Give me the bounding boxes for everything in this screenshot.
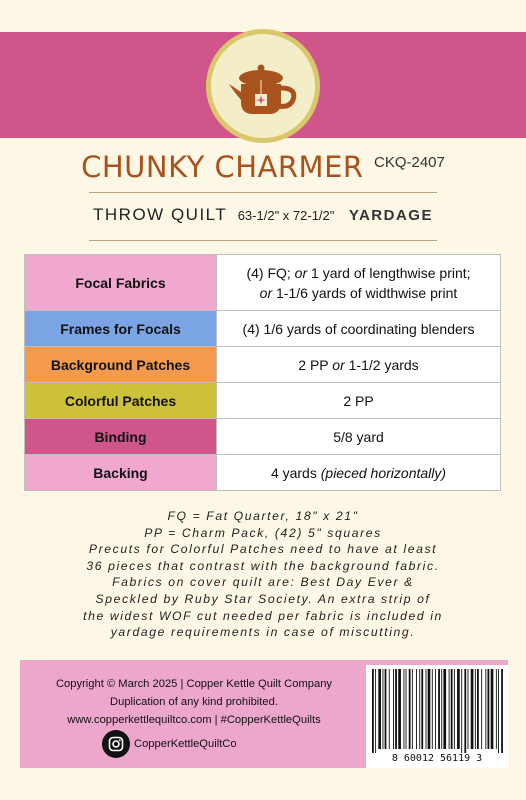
- yardage-value-part: 2 PP: [298, 356, 333, 373]
- yardage-value-part: 5/8 yard: [333, 428, 384, 445]
- barcode-bar: [372, 669, 374, 753]
- copyright-line: Copyright © March 2025 | Copper Kettle Quilt Company: [55, 678, 333, 690]
- barcode-bar: [385, 669, 387, 749]
- barcode-bar: [498, 669, 499, 753]
- barcode-bar: [441, 669, 442, 749]
- note-line: FQ = Fat Quarter, 18" x 21": [167, 509, 359, 523]
- yardage-value: [217, 255, 501, 311]
- social-handle: CopperKettleQuiltCo: [134, 738, 237, 750]
- yardage-label: Focal Fabrics: [25, 255, 217, 311]
- note-line: the widest WOF cut needed per fabric is included in: [83, 608, 443, 623]
- barcode-bar: [454, 669, 455, 749]
- barcode-bar: [485, 669, 486, 749]
- note-line: yardage requirements in case of miscutting.: [110, 625, 416, 640]
- barcode-bar: [419, 669, 420, 749]
- barcode-bar: [491, 669, 494, 749]
- section-heading: YARDAGE: [348, 207, 433, 224]
- barcode-bar: [468, 669, 469, 749]
- yardage-value: [217, 311, 501, 347]
- pattern-title: CHUNKY CHARMER: [81, 150, 364, 184]
- footer: [20, 660, 508, 768]
- barcode-bar: [383, 669, 384, 749]
- yardage-row: [25, 455, 501, 491]
- teapot-icon: [217, 40, 309, 132]
- yardage-label: Binding: [25, 419, 217, 455]
- yardage-value: [217, 455, 501, 491]
- title-block: [0, 150, 526, 184]
- barcode-bar: [398, 669, 401, 749]
- yardage-value-part: or: [294, 264, 308, 281]
- barcode-bar: [395, 669, 397, 749]
- yardage-value-part: 1 yard of lengthwise print;: [307, 264, 471, 281]
- barcode-bar: [378, 669, 381, 749]
- duplication-notice: Duplication of any kind prohibited.: [110, 696, 278, 709]
- yardage-value-part: 1-1/6 yards of widthwise print: [272, 284, 458, 301]
- yardage-value-part: or: [332, 356, 345, 373]
- barcode-bar: [426, 669, 427, 749]
- copyright-block: [34, 675, 354, 730]
- barcode-bar: [412, 669, 413, 749]
- barcode-bar: [475, 669, 476, 749]
- barcode-bar: [443, 669, 446, 749]
- yardage-row: [25, 347, 501, 383]
- note-line: 36 pieces that contrast with the background fabric.: [86, 558, 440, 573]
- yardage-value: [217, 347, 501, 383]
- barcode-bar: [477, 669, 479, 749]
- divider-top: [89, 192, 437, 193]
- yardage-value-part: (pieced horizontally): [320, 464, 447, 481]
- barcode-bar: [375, 669, 376, 753]
- website-line: www.copperkettlequiltco.com | #CopperKettleQuilts: [67, 714, 321, 727]
- barcode-bar: [451, 669, 453, 749]
- yardage-table: [24, 254, 501, 491]
- yardage-label: Background Patches: [25, 347, 217, 383]
- social-link: [102, 730, 237, 758]
- barcode-bar: [471, 669, 474, 749]
- barcode-bar: [389, 669, 390, 749]
- instagram-icon: [102, 730, 130, 758]
- barcode-bar: [461, 669, 462, 753]
- barcode-bar: [496, 669, 497, 749]
- barcode-bar: [457, 669, 460, 749]
- note-line: Fabrics on cover quilt are: Best Day Ever &: [112, 575, 414, 590]
- barcode-bar: [409, 669, 411, 749]
- pattern-code: CKQ-2407: [374, 154, 445, 171]
- barcode-bar: [464, 669, 466, 753]
- barcode-bar: [404, 669, 405, 749]
- divider-bottom: [89, 240, 437, 241]
- barcode-digits: 8 60012 56119 3: [391, 753, 483, 764]
- yardage-value: [217, 419, 501, 455]
- barcode-bar: [421, 669, 423, 749]
- notes-block: [20, 508, 506, 641]
- barcode-bar: [449, 669, 450, 749]
- barcode-bar: [481, 669, 482, 749]
- barcode-bar: [435, 669, 436, 749]
- barcode-bar: [438, 669, 440, 749]
- quilt-dimensions: 63-1/2" x 72-1/2": [237, 208, 335, 223]
- company-logo: [206, 29, 320, 143]
- barcode-bar: [406, 669, 407, 749]
- yardage-value-part: (4) FQ;: [246, 264, 295, 281]
- yardage-row: [25, 419, 501, 455]
- yardage-value: [217, 383, 501, 419]
- subtitle-row: [0, 205, 526, 225]
- yardage-label: Frames for Focals: [25, 311, 217, 347]
- barcode-bar: [416, 669, 417, 749]
- barcode-bar: [432, 669, 433, 749]
- yardage-value-part: 2 PP: [343, 392, 374, 409]
- yardage-value-part: 1-1/2 yards: [344, 356, 419, 373]
- barcode-bar: [428, 669, 431, 749]
- yardage-value-part: 4 yards: [270, 464, 321, 481]
- barcode-bar: [501, 669, 503, 753]
- barcode-bar: [393, 669, 394, 749]
- yardage-row: [25, 255, 501, 311]
- yardage-label: Backing: [25, 455, 217, 491]
- yardage-label: Colorful Patches: [25, 383, 217, 419]
- barcode: [366, 665, 508, 768]
- barcode-bar: [488, 669, 490, 749]
- yardage-value-part: or: [259, 284, 273, 301]
- quilt-type: THROW QUILT: [93, 205, 228, 224]
- note-line: Precuts for Colorful Patches need to have at least: [88, 542, 438, 557]
- note-line: PP = Charm Pack, (42) 5" squares: [144, 525, 382, 540]
- yardage-value-part: (4) 1/6 yards of coordinating blenders: [242, 320, 475, 337]
- note-line: Speckled by Ruby Star Society. An extra strip of: [95, 591, 431, 606]
- yardage-row: [25, 383, 501, 419]
- yardage-row: [25, 311, 501, 347]
